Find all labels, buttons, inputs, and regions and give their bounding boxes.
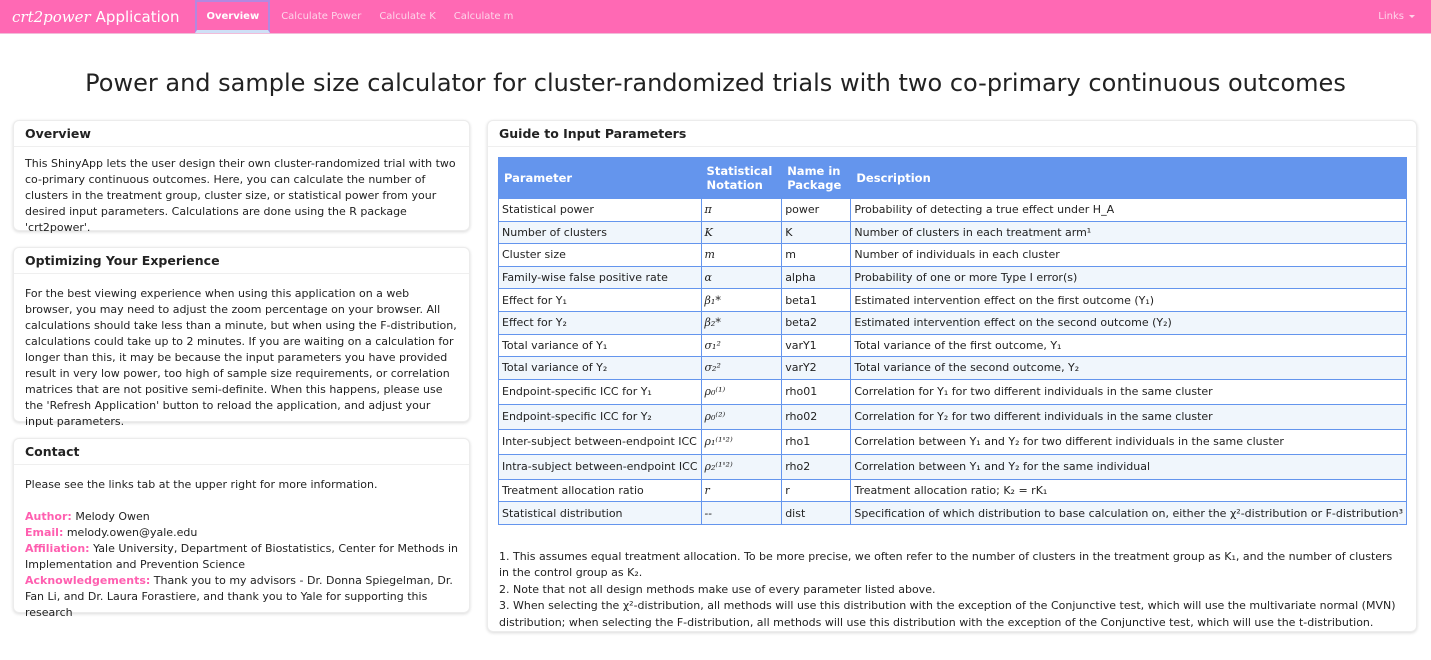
cell-description: Estimated intervention effect on the first outcome (Y₁) [851, 289, 1407, 312]
cell-notation: σ₁² [701, 334, 782, 357]
table-row [499, 404, 1407, 429]
cell-package-name: m [782, 244, 851, 267]
column-header-parameter: Parameter [499, 158, 702, 199]
cell-parameter: Intra-subject between-endpoint ICC [499, 454, 702, 479]
cell-parameter: Endpoint-specific ICC for Y₁ [499, 379, 702, 404]
table-header-row [499, 158, 1407, 199]
cell-description: Total variance of the second outcome, Y₂ [851, 357, 1407, 380]
cell-parameter: Effect for Y₂ [499, 311, 702, 334]
footnotes [488, 525, 1416, 632]
links-label: Links [1378, 11, 1404, 22]
cell-notation: β₁* [701, 289, 782, 312]
table-row [499, 334, 1407, 357]
ack-label: Acknowledgements: [25, 574, 151, 587]
email-value[interactable]: melody.owen@yale.edu [66, 526, 198, 539]
cell-notation: ρ₀⁽²⁾ [701, 404, 782, 429]
table-row [499, 479, 1407, 502]
cell-description: Probability of one or more Type I error(s) [851, 266, 1407, 289]
page-title: Power and sample size calculator for cluster-randomized trials with two co-primary continuous outcomes [85, 69, 1346, 97]
contact-card-body [14, 465, 469, 630]
cell-notation: K [701, 221, 782, 244]
overview-card [13, 120, 470, 234]
cell-description: Probability of detecting a true effect under H_A [851, 199, 1407, 222]
cell-package-name: varY1 [782, 334, 851, 357]
column-header-package-name: Name in Package [782, 158, 851, 199]
column-header-description: Description [851, 158, 1407, 199]
optimize-card-title: Optimizing Your Experience [14, 248, 469, 274]
cell-notation: β₂* [701, 311, 782, 334]
cell-notation: ρ₀⁽¹⁾ [701, 379, 782, 404]
cell-parameter: Treatment allocation ratio [499, 479, 702, 502]
cell-notation: ρ₁⁽¹'²⁾ [701, 429, 782, 454]
cell-description: Estimated intervention effect on the second outcome (Y₂) [851, 311, 1407, 334]
cell-notation: α [701, 266, 782, 289]
cell-parameter: Inter-subject between-endpoint ICC [499, 429, 702, 454]
table-row [499, 379, 1407, 404]
overview-card-body: This ShinyApp lets the user design their own cluster-randomized trial with two co-primary continuous outcomes. Here, you can calculate the number of clusters in the treatment group, cluster size, or statistical power from your desired input parameters. Calculations are done using the R package 'crt2power'. [25, 157, 456, 234]
email-label: Email: [25, 526, 64, 539]
cell-parameter: Total variance of Y₁ [499, 334, 702, 357]
cell-description: Number of individuals in each cluster [851, 244, 1407, 267]
cell-parameter: Total variance of Y₂ [499, 357, 702, 380]
cell-parameter: Statistical power [499, 199, 702, 222]
cell-package-name: power [782, 199, 851, 222]
contact-ack-line [25, 573, 458, 621]
cell-package-name: K [782, 221, 851, 244]
tab-calculate-power[interactable]: Calculate Power [281, 11, 362, 22]
cell-notation: m [701, 244, 782, 267]
cell-parameter: Endpoint-specific ICC for Y₂ [499, 404, 702, 429]
table-row [499, 311, 1407, 334]
contact-intro: Please see the links tab at the upper right for more information. [25, 478, 378, 491]
cell-package-name: beta2 [782, 311, 851, 334]
brand-app-label: Application [95, 7, 180, 26]
cell-description: Correlation between Y₁ and Y₂ for two different individuals in the same cluster [851, 429, 1407, 454]
footnote-1: 1. This assumes equal treatment allocation. To be more precise, we often refer to the number of clusters in the treatment group as K₁, and the number of clusters in the control group as K₂. [499, 549, 1393, 580]
cell-notation: π [701, 199, 782, 222]
cell-notation: -- [701, 502, 782, 525]
cell-package-name: rho02 [782, 404, 851, 429]
table-row [499, 357, 1407, 380]
affiliation-label: Affiliation: [25, 542, 90, 555]
table-row [499, 502, 1407, 525]
cell-package-name: alpha [782, 266, 851, 289]
cell-description: Specification of which distribution to base calculation on, either the χ²-distribution or F-distribution³ [851, 502, 1407, 525]
author-value: Melody Owen [75, 510, 150, 523]
parameter-table [498, 157, 1407, 525]
cell-description: Correlation between Y₁ and Y₂ for the same individual [851, 454, 1407, 479]
brand-package-name: crt2power [12, 7, 91, 26]
cell-description: Correlation for Y₁ for two different individuals in the same cluster [851, 379, 1407, 404]
contact-author-line [25, 509, 458, 525]
cell-notation: r [701, 479, 782, 502]
parameter-table-body [499, 199, 1407, 525]
contact-affiliation-line [25, 541, 458, 573]
table-row [499, 429, 1407, 454]
app-brand[interactable] [0, 0, 193, 33]
cell-parameter: Cluster size [499, 244, 702, 267]
optimize-card-body: For the best viewing experience when using this application on a web browser, you may need to adjust the zoom percentage on your browser. All calculations should take less than a minute, but when using the F-distribution, calculations could take up to 2 minutes. If you are waiting on a calculation for longer than this, it may be because the input parameters you have provided result in very low power, too high of sample size requirements, or correlation matrices that are not positive semi-definite. When this happens, please use the 'Refresh Application' button to reload the application, and adjust your input parameters. [25, 287, 457, 428]
cell-description: Number of clusters in each treatment arm¹ [851, 221, 1407, 244]
table-row [499, 244, 1407, 267]
footnote-2: 2. Note that not all design methods make use of every parameter listed above. [499, 582, 936, 596]
table-row [499, 266, 1407, 289]
cell-package-name: rho01 [782, 379, 851, 404]
optimize-card [13, 247, 470, 428]
contact-email-line [25, 525, 458, 541]
cell-package-name: dist [782, 502, 851, 525]
cell-description: Treatment allocation ratio; K₂ = rK₁ [851, 479, 1407, 502]
contact-card [13, 438, 470, 619]
column-header-notation: Statistical Notation [701, 158, 782, 199]
author-label: Author: [25, 510, 72, 523]
cell-notation: σ₂² [701, 357, 782, 380]
cell-package-name: rho2 [782, 454, 851, 479]
overview-card-title: Overview [14, 121, 469, 147]
contact-card-title: Contact [14, 439, 469, 465]
links-dropdown[interactable] [1378, 0, 1415, 33]
cell-parameter: Statistical distribution [499, 502, 702, 525]
guide-card-title: Guide to Input Parameters [488, 121, 1416, 147]
table-row [499, 221, 1407, 244]
cell-package-name: r [782, 479, 851, 502]
cell-parameter: Number of clusters [499, 221, 702, 244]
affiliation-value: Yale University, Department of Biostatistics, Center for Methods in Implementation and Prevention Science [25, 542, 458, 571]
table-row [499, 454, 1407, 479]
tab-calculate-k[interactable]: Calculate K [379, 11, 436, 22]
tab-calculate-m[interactable]: Calculate m [453, 11, 514, 22]
cell-package-name: beta1 [782, 289, 851, 312]
caret-down-icon [1409, 15, 1415, 18]
cell-package-name: rho1 [782, 429, 851, 454]
table-row [499, 289, 1407, 312]
footnote-3: 3. When selecting the χ²-distribution, all methods will use this distribution with the exception of the Conjunctive test, which will use the multivariate normal (MVN) distribution; when selecting the F-distribution, all methods will use this distribution with the exception of the Conjunctive test, which will use the t-distribution. [499, 599, 1396, 629]
cell-package-name: varY2 [782, 357, 851, 380]
guide-card [487, 120, 1417, 632]
cell-parameter: Family-wise false positive rate [499, 266, 702, 289]
cell-description: Total variance of the first outcome, Y₁ [851, 334, 1407, 357]
table-row [499, 199, 1407, 222]
cell-parameter: Effect for Y₁ [499, 289, 702, 312]
tab-overview[interactable]: Overview [195, 0, 270, 33]
navbar [0, 0, 1431, 34]
cell-notation: ρ₂⁽¹'²⁾ [701, 454, 782, 479]
cell-description: Correlation for Y₂ for two different individuals in the same cluster [851, 404, 1407, 429]
ack-value: Thank you to my advisors - Dr. Donna Spiegelman, Dr. Fan Li, and Dr. Laura Forastiere, and thank you to Yale for supporting this research [25, 574, 453, 619]
